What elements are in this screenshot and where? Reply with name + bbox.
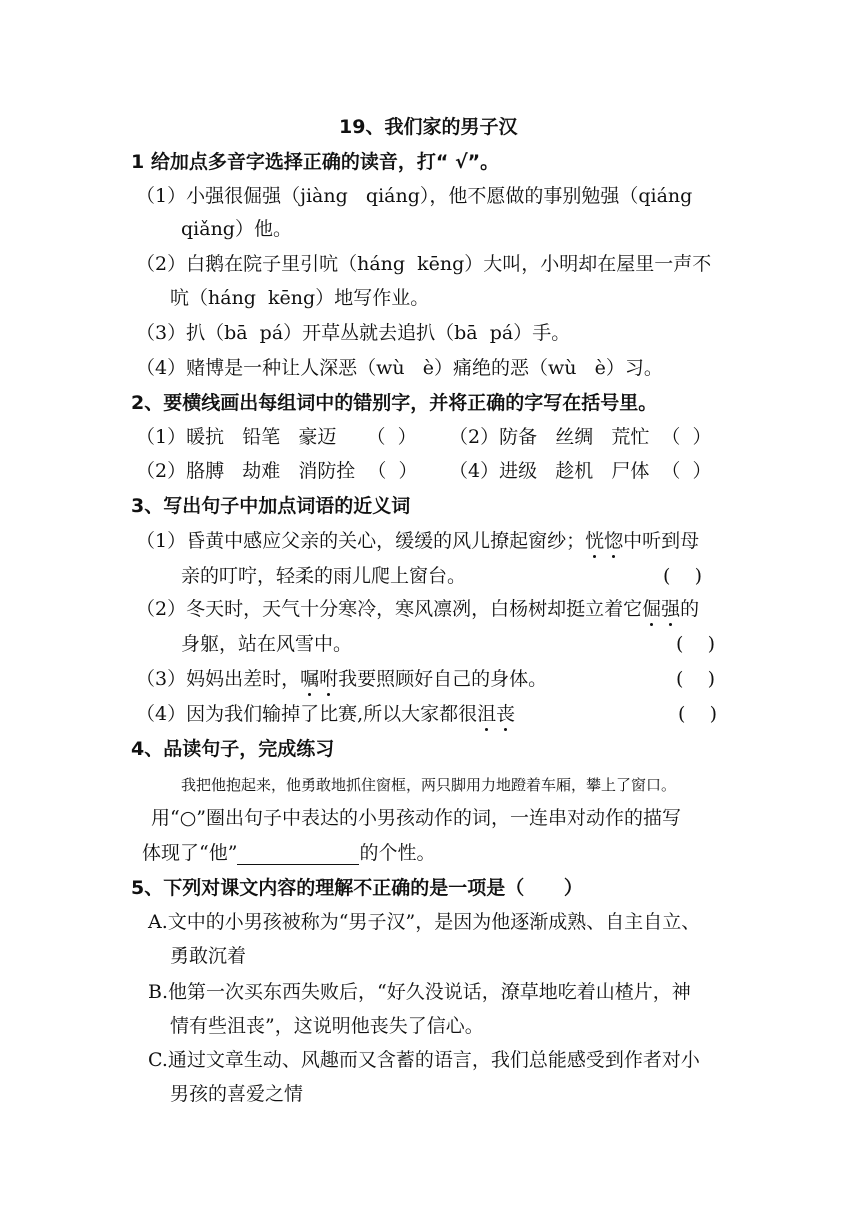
q5-option-c-line1: C.通过文章生动、风趣而又含蓄的语言，我们总能感受到作者对小	[148, 1049, 700, 1071]
q1-item-3: （3）扒（bā pá）开草丛就去追扒（bā pá）手。	[136, 322, 571, 344]
q2-row2-right: （4）进级 趁机 尸体 （ ）	[449, 460, 712, 482]
dotted-char: 咐	[319, 668, 339, 690]
q3-answer-paren-2: ( )	[676, 633, 715, 655]
q3-sentence-1-line2: 亲的叮咛，轻柔的雨儿爬上窗台。	[181, 565, 467, 587]
q5-option-a-line1: A.文中的小男孩被称为“男子汉”，是因为他逐渐成熟、自主自立、	[148, 911, 701, 933]
q3-s1-post: 中听到母	[623, 530, 700, 552]
dotted-char: 恍	[585, 530, 605, 552]
q1-heading: 1 给加点多音字选择正确的读音，打“ √”。	[131, 151, 500, 173]
q4-task-pre: 体现了“他”	[142, 842, 238, 864]
dotted-char: 嘱	[300, 668, 320, 690]
q3-sentence-3	[136, 667, 547, 691]
q3-s2-pre: （2）冬天时，天气十分寒冷，寒风凛冽，白杨树却挺立着它	[136, 598, 643, 620]
q5-option-c-line2: 男孩的喜爱之情	[170, 1083, 304, 1105]
q4-passage: 我把他抱起来，他勇敢地抓住窗框，两只脚用力地蹬着车厢，攀上了窗口。	[181, 776, 677, 794]
dotted-char: 强	[661, 598, 681, 620]
q3-sentence-1-line1	[136, 529, 699, 553]
q3-answer-paren-1: ( )	[663, 565, 702, 587]
q2-row2-left: （2）胳膊 劫难 消防拴 （ ）	[136, 460, 418, 482]
q1-item-4: （4）赌博是一种让人深恶（wù è）痛绝的恶（wù è）习。	[136, 357, 663, 379]
q2-row1-right: （2）防备 丝绸 荒忙 （ ）	[449, 426, 712, 448]
q3-sentence-2-line1	[136, 597, 699, 621]
dotted-char: 丧	[496, 703, 516, 725]
q2-heading: 2、要横线画出每组词中的错别字，并将正确的字写在括号里。	[131, 392, 658, 414]
q3-s3-pre: （3）妈妈出差时，	[136, 668, 301, 690]
q1-item-2-line2: 吭（háng kēng）地写作业。	[170, 287, 430, 309]
page-title: 19、我们家的男子汉	[339, 116, 518, 138]
q3-s1-pre: （1）昏黄中感应父亲的关心，缓缓的风儿撩起窗纱；	[136, 530, 586, 552]
q4-task-line1: 用“○”圈出句子中表达的小男孩动作的词，一连串对动作的描写	[151, 807, 682, 829]
q5-option-b-line2: 情有些沮丧”，这说明他丧失了信心。	[170, 1015, 484, 1037]
q1-item-1-line1: （1）小强很倔强（jiàng qiáng），他不愿做的事别勉强（qiáng	[136, 185, 693, 207]
dotted-char: 倔	[642, 598, 662, 620]
q3-s4-pre: （4）因为我们输掉了比赛,所以大家都很	[136, 703, 478, 725]
q1-item-1-line2: qiǎng）他。	[181, 218, 292, 240]
q5-heading: 5、下列对课文内容的理解不正确的是一项是（ ）	[131, 877, 583, 899]
q4-task-line2	[142, 841, 435, 865]
q3-sentence-4	[136, 702, 515, 726]
q4-heading: 4、品读句子，完成练习	[131, 738, 335, 760]
q3-answer-paren-3: ( )	[676, 668, 715, 690]
q3-answer-paren-4: ( )	[678, 703, 717, 725]
q2-row1-left: （1）暖抗 铅笔 豪迈 （ ）	[136, 426, 417, 448]
q5-option-b-line1: B.他第一次买东西失败后，“好久没说话，潦草地吃着山楂片，神	[148, 981, 691, 1003]
q3-s3-post: 我要照顾好自己的身体。	[338, 668, 548, 690]
q3-s2-post: 的	[680, 598, 700, 620]
q5-option-a-line2: 勇敢沉着	[170, 945, 247, 967]
answer-blank[interactable]	[237, 846, 359, 865]
q1-item-2-line1: （2）白鹅在院子里引吭（háng kēng）大叫，小明却在屋里一声不	[136, 253, 712, 275]
dotted-char: 惚	[604, 530, 624, 552]
q3-sentence-2-line2: 身躯，站在风雪中。	[181, 633, 353, 655]
q4-task-post: 的个性。	[359, 842, 436, 864]
dotted-char: 沮	[477, 703, 497, 725]
q3-heading: 3、写出句子中加点词语的近义词	[131, 495, 411, 517]
